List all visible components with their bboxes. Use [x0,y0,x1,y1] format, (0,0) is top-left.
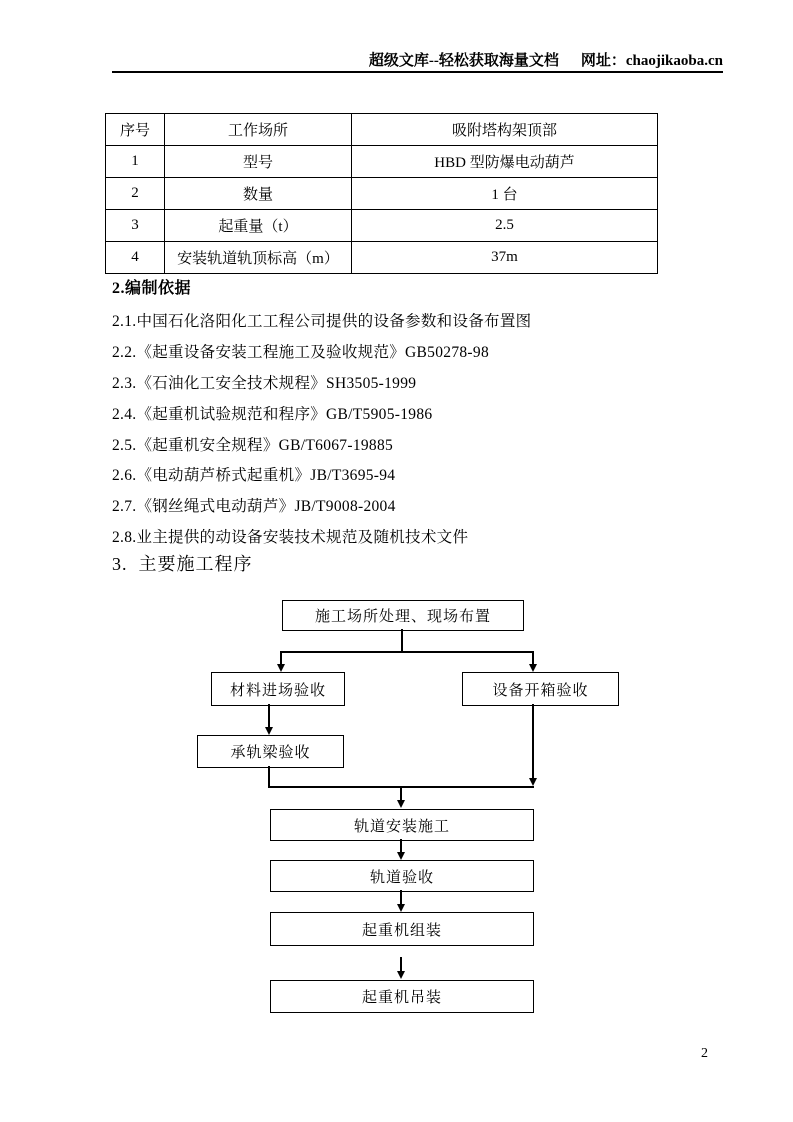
arrow-down-icon [529,664,537,672]
table-cell: 工作场所 [165,114,352,146]
table-cell: HBD 型防爆电动葫芦 [352,146,658,178]
page-number: 2 [701,1046,708,1061]
page-header [369,49,723,70]
section2-item: 2.1.中国石化洛阳化工工程公司提供的设备参数和设备布置图 [112,313,532,330]
header-divider [112,71,723,73]
connector-line [401,629,403,652]
table-cell: 型号 [165,146,352,178]
table-cell: 2.5 [352,210,658,242]
connector-line [280,651,282,664]
flow-node-crane-assembly: 起重机组装 [270,912,534,946]
section2-item: 2.5.《起重机安全规程》GB/T6067-19885 [112,437,394,454]
section2-item: 2.2.《起重设备安装工程施工及验收规范》GB50278-98 [112,344,489,361]
table-cell: 1 [106,146,165,178]
table-cell: 2 [106,178,165,210]
table-row [106,146,658,178]
section3-heading: 3. 主要施工程序 [112,554,253,574]
arrow-down-icon [529,778,537,786]
connector-line [400,957,402,971]
flow-node-track-install: 轨道安装施工 [270,809,534,841]
header-brand: 超级文库--轻松获取海量文档 [368,53,559,69]
flow-node-track-accept: 轨道验收 [270,860,534,892]
section2-item: 2.8.业主提供的动设备安装技术规范及随机技术文件 [112,529,469,546]
connector-line [400,788,402,800]
arrow-down-icon [265,727,273,735]
table-cell: 4 [106,242,165,274]
section2-item: 2.4.《起重机试验规范和程序》GB/T5905-1986 [112,406,433,423]
table-cell: 起重量（t） [165,210,352,242]
connector-line [268,766,270,788]
connector-line [532,651,534,664]
table-cell: 安装轨道轨顶标高（m） [165,242,352,274]
section2-item: 2.7.《钢丝绳式电动葫芦》JB/T9008-2004 [112,498,396,515]
table-cell: 数量 [165,178,352,210]
section2-heading: 2.编制依据 [112,280,192,297]
table-row [106,210,658,242]
flow-node-material-accept: 材料进场验收 [211,672,345,706]
table-cell: 3 [106,210,165,242]
table-row [106,114,658,146]
section2-item: 2.3.《石油化工安全技术规程》SH3505-1999 [112,375,417,392]
flow-node-crane-hoist: 起重机吊装 [270,980,534,1013]
table-cell: 1 台 [352,178,658,210]
connector-line [268,704,270,727]
section2-item: 2.6.《电动葫芦桥式起重机》JB/T3695-94 [112,467,396,484]
table-cell: 37m [352,242,658,274]
flow-node-site-prep: 施工场所处理、现场布置 [282,600,524,631]
table-cell: 序号 [106,114,165,146]
connector-line [280,651,534,653]
arrow-down-icon [397,904,405,912]
header-site-url: 网址：chaojikaoba.cn [580,53,723,69]
arrow-down-icon [397,852,405,860]
connector-line [400,890,402,904]
connector-line [532,704,534,778]
flow-node-rail-beam-accept: 承轨梁验收 [197,735,344,768]
table-row [106,242,658,274]
arrow-down-icon [397,800,405,808]
spec-table [105,113,658,274]
table-cell: 吸附塔构架顶部 [352,114,658,146]
arrow-down-icon [397,971,405,979]
arrow-down-icon [277,664,285,672]
flow-node-equipment-unbox: 设备开箱验收 [462,672,619,706]
table-row [106,178,658,210]
connector-line [400,839,402,852]
